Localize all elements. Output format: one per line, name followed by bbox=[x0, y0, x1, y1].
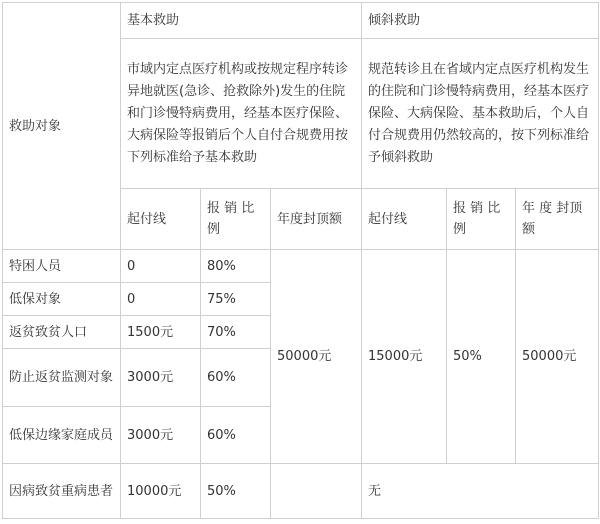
table-row bbox=[3, 250, 599, 283]
threshold-cell: 0 bbox=[121, 250, 201, 283]
tilt-cap-header: 年 度 封顶额 bbox=[516, 189, 599, 250]
threshold-cell: 3000元 bbox=[121, 349, 201, 407]
basic-cap-value: 50000元 bbox=[271, 250, 362, 464]
tilt-relief-description: 规范转诊且在省域内定点医疗机构发生的住院和门诊慢特病费用，经基本医疗保险、大病保险、基本救助后，个人自付合规费用仍然较高的，按下列标准给予倾斜救助 bbox=[362, 39, 599, 189]
threshold-cell: 1500元 bbox=[121, 316, 201, 349]
relief-object-label: 救助对象 bbox=[3, 3, 121, 250]
table-row bbox=[3, 464, 599, 519]
ratio-cell: 80% bbox=[201, 250, 271, 283]
relief-table bbox=[2, 2, 599, 519]
threshold-cell: 0 bbox=[121, 283, 201, 316]
tilt-threshold-header: 起付线 bbox=[362, 189, 447, 250]
ratio-cell: 75% bbox=[201, 283, 271, 316]
ratio-cell: 60% bbox=[201, 407, 271, 464]
tilt-ratio-value: 50% bbox=[447, 250, 516, 464]
tilt-none-cell: 无 bbox=[362, 464, 599, 519]
tilt-cap-value: 50000元 bbox=[516, 250, 599, 464]
basic-threshold-header: 起付线 bbox=[121, 189, 201, 250]
target-cell: 低保边缘家庭成员 bbox=[3, 407, 121, 464]
threshold-cell: 3000元 bbox=[121, 407, 201, 464]
basic-cap-empty-cell bbox=[271, 464, 362, 519]
basic-cap-header: 年度封顶额 bbox=[271, 189, 362, 250]
basic-relief-header: 基本救助 bbox=[121, 3, 362, 39]
target-cell: 特困人员 bbox=[3, 250, 121, 283]
tilt-threshold-value: 15000元 bbox=[362, 250, 447, 464]
ratio-cell: 60% bbox=[201, 349, 271, 407]
basic-ratio-header: 报 销 比例 bbox=[201, 189, 271, 250]
tilt-relief-header: 倾斜救助 bbox=[362, 3, 599, 39]
target-cell: 因病致贫重病患者 bbox=[3, 464, 121, 519]
target-cell: 防止返贫监测对象 bbox=[3, 349, 121, 407]
basic-relief-description: 市域内定点医疗机构或按规定程序转诊异地就医(急诊、抢救除外)发生的住院和门诊慢特病费用，经基本医疗保险、大病保险等报销后个人自付合规费用按下列标准给予基本救助 bbox=[121, 39, 362, 189]
ratio-cell: 50% bbox=[201, 464, 271, 519]
target-cell: 返贫致贫人口 bbox=[3, 316, 121, 349]
ratio-cell: 70% bbox=[201, 316, 271, 349]
tilt-ratio-header: 报 销 比例 bbox=[447, 189, 516, 250]
threshold-cell: 10000元 bbox=[121, 464, 201, 519]
target-cell: 低保对象 bbox=[3, 283, 121, 316]
